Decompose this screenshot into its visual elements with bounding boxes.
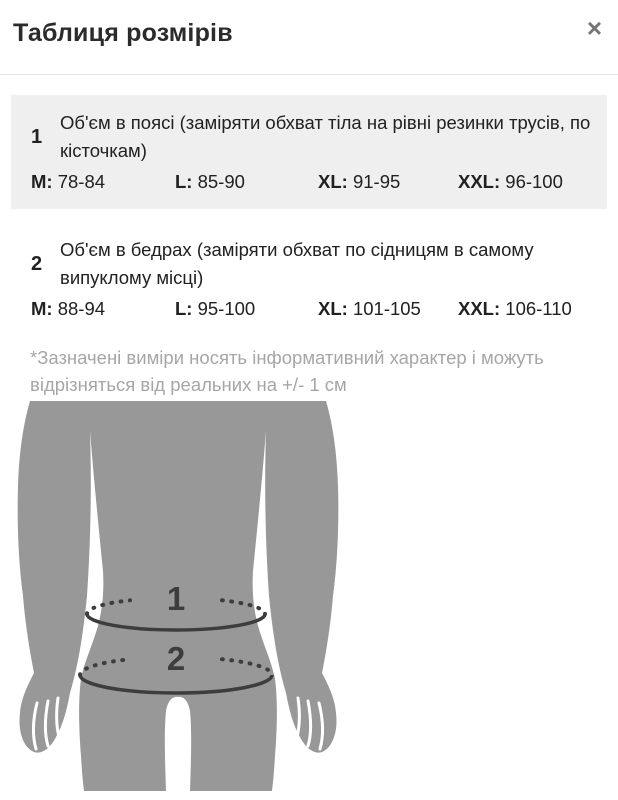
description-line: кісточкам) (60, 140, 147, 161)
size-value: 95-100 (197, 298, 256, 319)
section-description-row (31, 236, 587, 292)
size-label: XL: (318, 298, 348, 319)
size-value: 88-94 (57, 298, 106, 319)
size-label: XL: (318, 171, 348, 192)
size-cell (458, 298, 587, 320)
note-line: *Зазначені виміри носять інформативний характер і можуть (30, 347, 544, 368)
sizes-row (31, 298, 587, 320)
size-cell (31, 171, 175, 193)
size-value: 91-95 (352, 171, 401, 192)
hips-label: 2 (166, 640, 186, 677)
dialog-title: Таблиця розмірів (13, 19, 233, 47)
size-label: L: (175, 171, 193, 192)
size-value: 78-84 (57, 171, 106, 192)
dialog-header (0, 0, 618, 75)
size-value: 96-100 (505, 171, 563, 192)
waist-label: 1 (166, 580, 186, 617)
size-section-waist (11, 95, 607, 209)
size-cell (318, 298, 458, 320)
size-cell (175, 298, 318, 320)
section-number: 1 (31, 125, 43, 148)
section-description-row (31, 109, 591, 165)
size-label: M: (31, 171, 53, 192)
description-line: випуклому місці) (60, 267, 204, 288)
size-value: 106-110 (505, 298, 572, 319)
size-cell (175, 171, 318, 193)
finger-lines (33, 698, 322, 749)
size-cell (318, 171, 458, 193)
size-section-hips (11, 222, 607, 320)
size-cell (458, 171, 587, 193)
sizes-row (31, 171, 587, 193)
size-label: M: (31, 298, 53, 319)
description-line: Об'єм в бедрах (заміряти обхват по сідницям в самому (60, 239, 534, 260)
section-description (60, 236, 534, 292)
note-line: відрізняться від реальних на +/- 1 см (30, 374, 347, 395)
body-silhouette-figure (10, 401, 346, 791)
size-guide-figure (10, 401, 346, 791)
description-line: Об'єм в поясі (заміряти обхват тіла на рівні резинки трусів, по (60, 112, 591, 133)
size-value: 85-90 (197, 171, 245, 192)
size-label: L: (175, 298, 193, 319)
close-icon[interactable]: × (586, 13, 602, 43)
section-number: 2 (31, 252, 43, 275)
size-label: XXL: (458, 298, 501, 319)
size-label: XXL: (458, 171, 501, 192)
section-description (60, 109, 590, 165)
size-note (30, 344, 598, 398)
size-value: 101-105 (352, 298, 421, 319)
size-cell (31, 298, 175, 320)
